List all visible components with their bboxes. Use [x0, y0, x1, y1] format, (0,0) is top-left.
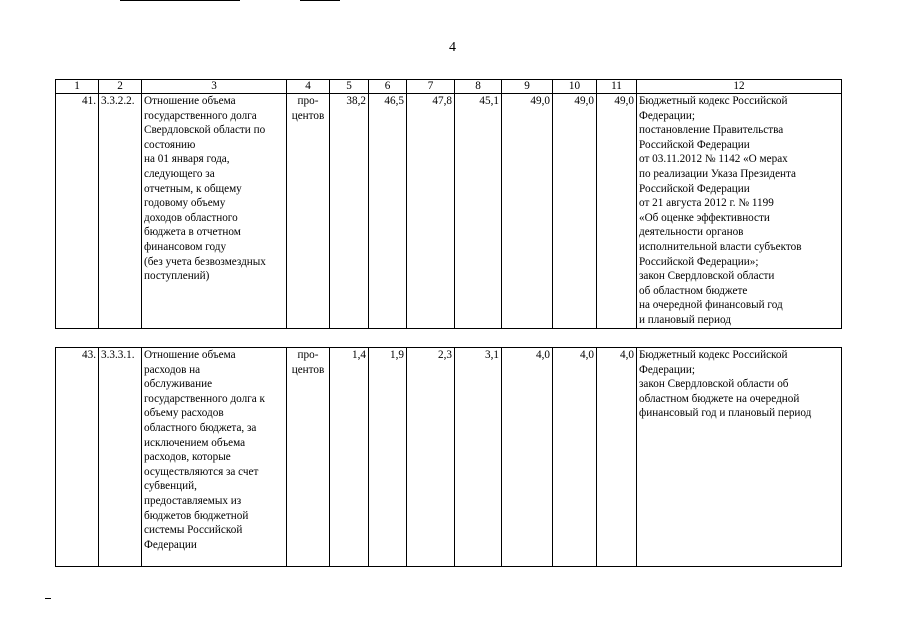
scan-mark: [45, 598, 51, 599]
header-cell: 12: [637, 80, 842, 94]
value-col-6: 1,9: [369, 348, 407, 567]
row-number: 41.: [56, 94, 99, 329]
value-col-7: 47,8: [407, 94, 455, 329]
indicator-code: 3.3.3.1.: [99, 348, 142, 567]
page-number: 4: [449, 40, 456, 55]
table-row: [56, 348, 842, 567]
value-col-8: 45,1: [455, 94, 502, 329]
column-number-header-row: [56, 80, 842, 94]
indicator-name: Отношение объема государственного долга Свердловской области по состоянию на 01 января года, следующего за отчетным, к общему годовому объему доходов областного бюджета в отчетном финансовом году (без учета безвозмездных поступлений): [142, 94, 287, 329]
scan-edge-line: [120, 0, 240, 1]
value-col-5: 38,2: [330, 94, 369, 329]
header-cell: 11: [597, 80, 637, 94]
header-cell: 10: [553, 80, 597, 94]
value-col-8: 3,1: [455, 348, 502, 567]
value-col-6: 46,5: [369, 94, 407, 329]
header-cell: 7: [407, 80, 455, 94]
indicators-table-fragment-2: [55, 347, 842, 567]
unit-of-measure: про- центов: [287, 94, 330, 329]
scan-edge-line: [300, 0, 340, 1]
table-row: [56, 94, 842, 329]
header-cell: 1: [56, 80, 99, 94]
value-col-5: 1,4: [330, 348, 369, 567]
header-cell: 8: [455, 80, 502, 94]
value-col-9: 4,0: [502, 348, 553, 567]
header-cell: 6: [369, 80, 407, 94]
value-col-11: 49,0: [597, 94, 637, 329]
legal-source: Бюджетный кодекс Российской Федерации; постановление Правительства Российской Федерации от 03.11.2012 № 1142 «О мерах по реализации Указа Президента Российской Федерации от 21 августа 2012 г. № 1199 «Об оценке эффективности деятельности органов исполнительной власти субъектов Российской Федерации»; закон Свердловской области об областном бюджете на очередной финансовый год и плановый период: [637, 94, 842, 329]
value-col-7: 2,3: [407, 348, 455, 567]
row-number: 43.: [56, 348, 99, 567]
header-cell: 5: [330, 80, 369, 94]
legal-source: Бюджетный кодекс Российской Федерации; закон Свердловской области об областном бюджете на очередной финансовый год и плановый период: [637, 348, 842, 567]
indicators-table-fragment-1: [55, 79, 842, 329]
value-col-11: 4,0: [597, 348, 637, 567]
value-col-10: 4,0: [553, 348, 597, 567]
value-col-10: 49,0: [553, 94, 597, 329]
unit-of-measure: про- центов: [287, 348, 330, 567]
indicator-code: 3.3.2.2.: [99, 94, 142, 329]
header-cell: 4: [287, 80, 330, 94]
value-col-9: 49,0: [502, 94, 553, 329]
header-cell: 9: [502, 80, 553, 94]
header-cell: 2: [99, 80, 142, 94]
header-cell: 3: [142, 80, 287, 94]
indicator-name: Отношение объема расходов на обслуживание государственного долга к объему расходов областного бюджета, за исключением объема расходов, которые осуществляются за счет субвенций, предоставляемых из бюджетов бюджетной системы Российской Федерации: [142, 348, 287, 567]
